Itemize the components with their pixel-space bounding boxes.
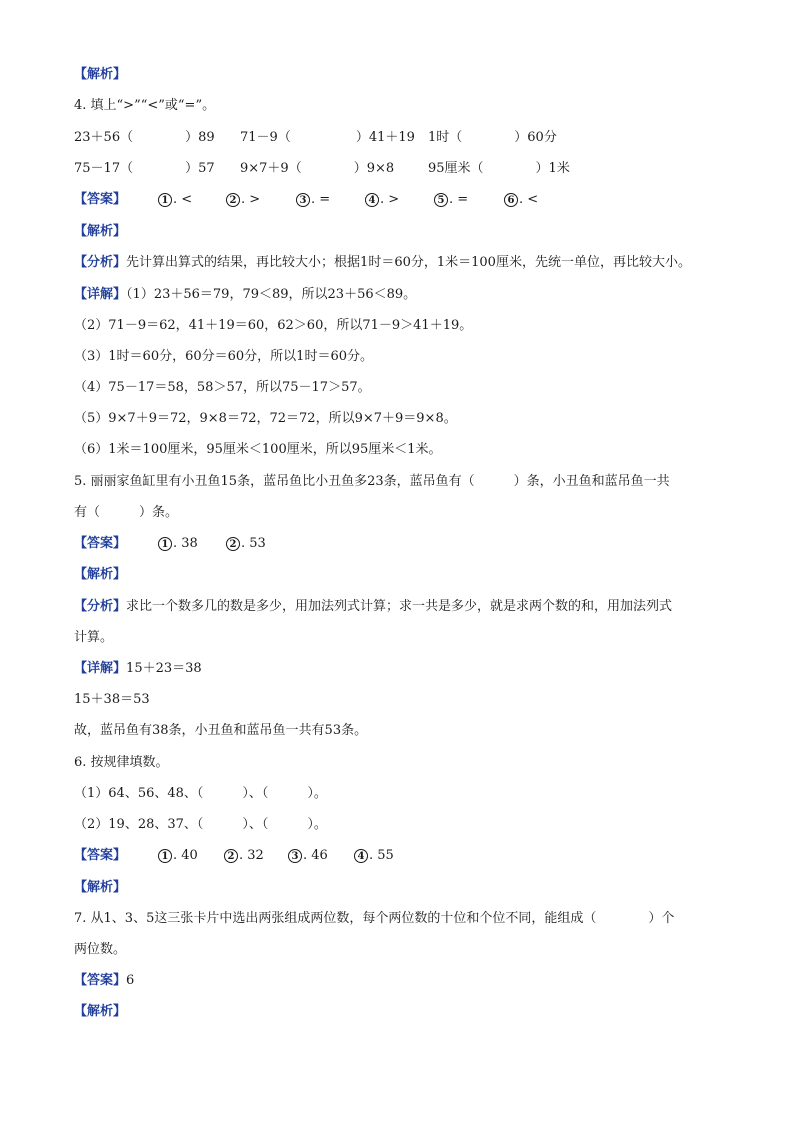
q4-answer-3: 3 . = xyxy=(296,191,330,210)
q5-answer-1: 1 . 38 xyxy=(158,535,198,554)
q5-answer-2: 2 . 53 xyxy=(226,535,266,554)
q4-answer-5: 5 . = xyxy=(434,191,468,210)
q4-cell-1: 23＋56（ ）89 xyxy=(74,130,215,145)
tag-jiexi: 【 解析 】 xyxy=(74,67,126,82)
q4-cell-6: 95厘米（ ）1米 xyxy=(428,161,570,176)
q6-answer-2: 2 . 32 xyxy=(224,847,264,866)
q4-answer-6: 6 . < xyxy=(504,191,538,210)
q4-answer-4: 4 . > xyxy=(365,191,399,210)
q6-line-2: （2）19、28、37、（ ）、（ ）。 xyxy=(74,817,327,832)
q4-cell-4: 75－17（ ）57 xyxy=(74,161,215,176)
analysis-heading-q6: 【 解析 】 xyxy=(74,879,126,897)
q7-stem-line-1: 7. 从1、3、5这三张卡片中选出两张组成两位数，每个两位数的十位和个位不同，能组成（ ）个 xyxy=(74,911,675,926)
q6-line-1: （1）64、56、48、（ ）、（ ）。 xyxy=(74,786,327,801)
q4-cell-5: 9×7＋9（ ）9×8 xyxy=(240,161,395,176)
q4-detail-3: （3）1时＝60分，60分＝60分，所以1时＝60分。 xyxy=(74,349,373,364)
q4-cell-2: 71－9（ ）41＋19 xyxy=(240,130,415,145)
q6-answer-4: 4 . 55 xyxy=(354,847,394,866)
analysis-heading-q5: 【 解析 】 xyxy=(74,566,126,584)
q7-answer: 6 xyxy=(126,973,135,988)
q4-detail-2: （2）71－9＝62，41＋19＝60，62＞60，所以71－9＞41＋19。 xyxy=(74,318,473,333)
q6-stem: 6. 按规律填数。 xyxy=(74,755,169,770)
q6-answer-3: 3 . 46 xyxy=(288,847,328,866)
q4-detail-6: （6）1米＝100厘米，95厘米＜100厘米，所以95厘米＜1米。 xyxy=(74,442,442,457)
q4-detail-4: （4）75－17＝58，58＞57，所以75－17＞57。 xyxy=(74,380,371,395)
q7-stem-line-2: 两位数。 xyxy=(74,942,127,957)
q5-answer-line: 【 答案 】 1 . 38 2 . 53 xyxy=(74,535,126,553)
analysis-heading-q4: 【 解析 】 xyxy=(74,223,126,241)
q5-detail-1: 【 详解 】 15＋23＝38 xyxy=(74,660,202,678)
q5-detail-3: 故，蓝吊鱼有38条，小丑鱼和蓝吊鱼一共有53条。 xyxy=(74,723,368,738)
q6-answer-line: 【 答案 】 1 . 40 2 . 32 3 . 46 4 . 55 xyxy=(74,847,126,865)
q4-cell-3: 1时（ ）60分 xyxy=(428,130,557,145)
q4-answer-1: 1 . < xyxy=(158,191,192,210)
q7-answer-line: 【 答案 】 6 xyxy=(74,972,134,990)
tag-daan: 【 答案 】 xyxy=(74,192,126,207)
analysis-heading-q7: 【 解析 】 xyxy=(74,1003,126,1021)
q5-stem-line-2: 有（ ）条。 xyxy=(74,505,179,520)
q4-answer-2: 2 . > xyxy=(226,191,260,210)
q5-analysis-line-2: 计算。 xyxy=(74,630,114,645)
q5-stem-line-1: 5. 丽丽家鱼缸里有小丑鱼15条，蓝吊鱼比小丑鱼多23条，蓝吊鱼有（ ）条，小丑鱼和蓝吊鱼一共 xyxy=(74,474,670,489)
q4-analysis: 【 分析 】 先计算出算式的结果，再比较大小；根据1时＝60分，1米＝100厘米，先统一单位，再比较大小。 xyxy=(74,254,691,272)
q6-answer-1: 1 . 40 xyxy=(158,847,198,866)
analysis-heading-q3 xyxy=(74,66,126,84)
q4-detail-1: 【 详解 】 （1）23＋56＝79，79＜89，所以23＋56＜89。 xyxy=(74,286,416,304)
q4-detail-5: （5）9×7＋9＝72，9×8＝72，72＝72，所以9×7＋9＝9×8。 xyxy=(74,411,457,426)
q5-analysis-line-1: 【 分析 】 求比一个数多几的数是多少，用加法列式计算；求一共是多少，就是求两个数的和，用加法列式 xyxy=(74,598,672,616)
q4-stem: 4. 填上“>”“<”或“=”。 xyxy=(74,98,216,113)
q4-answer-line xyxy=(74,191,539,209)
q5-detail-2: 15＋38＝53 xyxy=(74,692,150,707)
